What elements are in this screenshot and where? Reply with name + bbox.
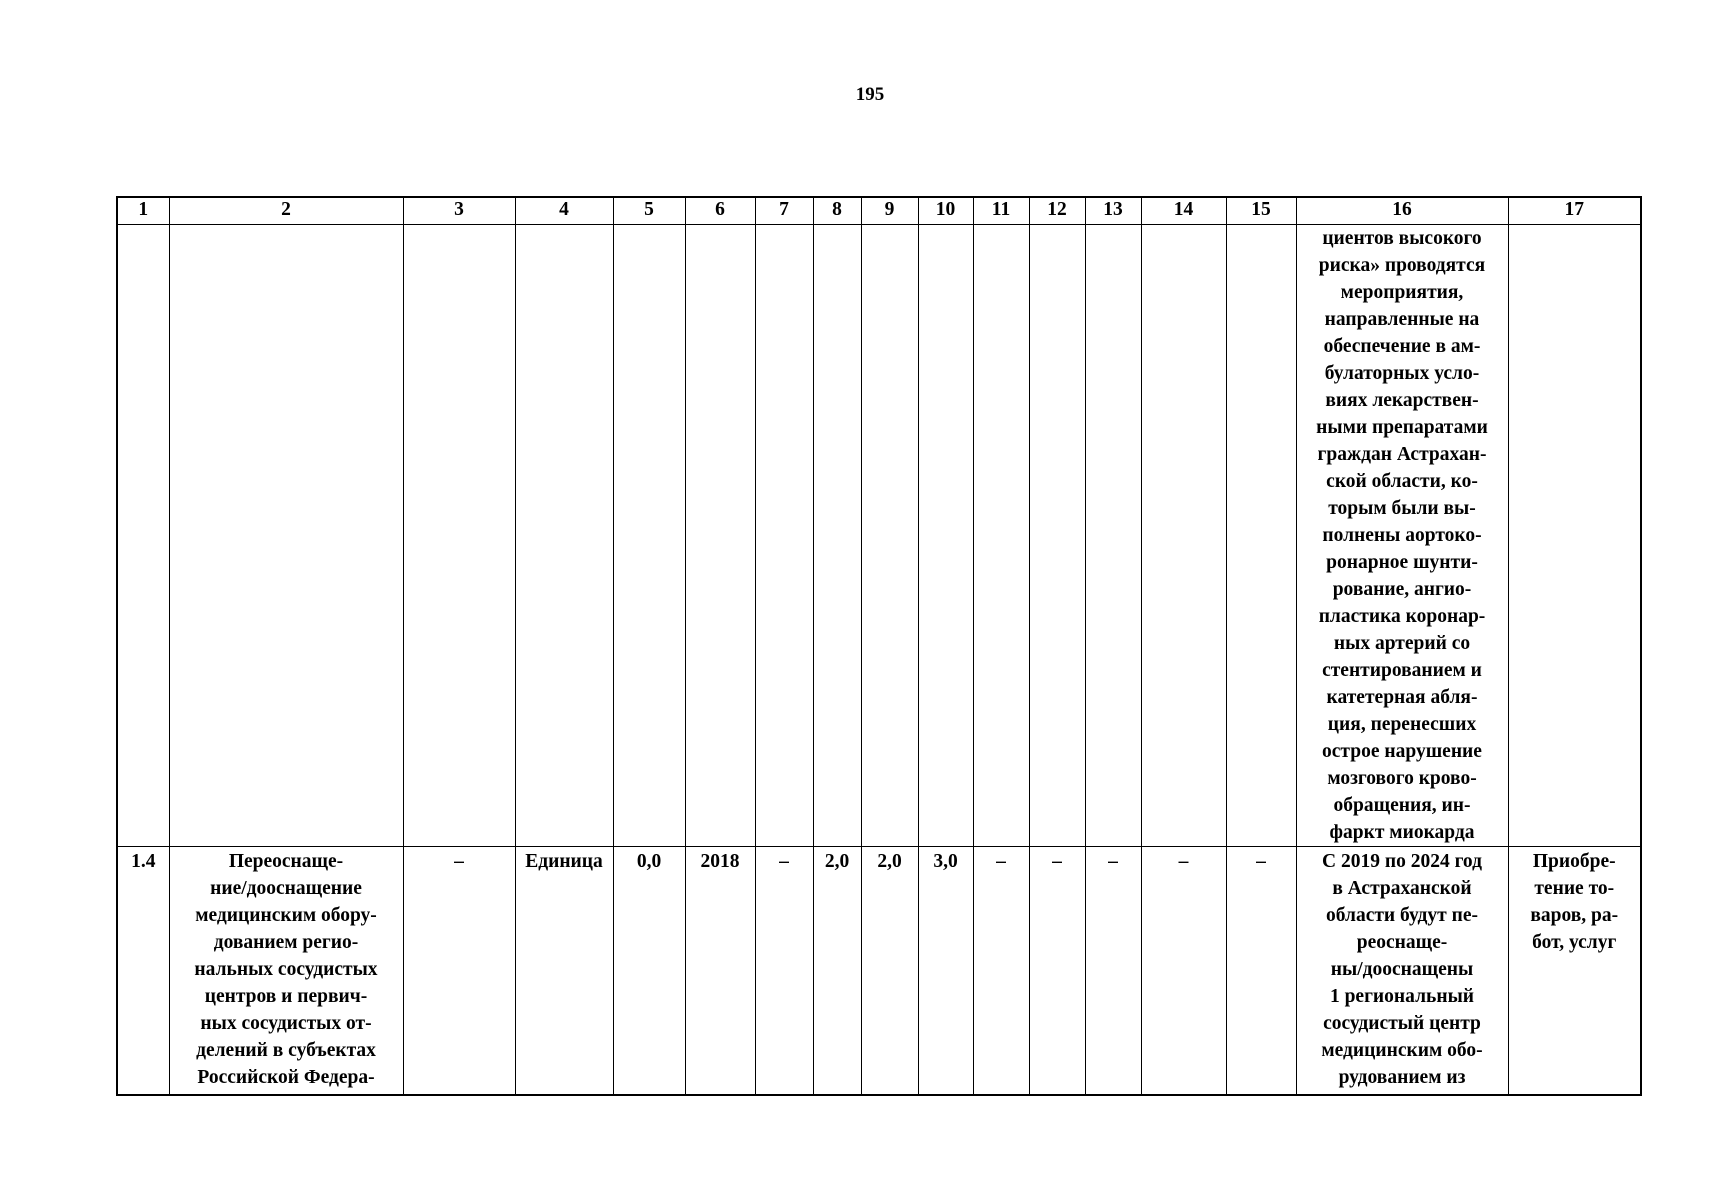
cell: – xyxy=(973,847,1029,1096)
cell xyxy=(117,225,169,847)
cell xyxy=(861,225,918,847)
cell: – xyxy=(1085,847,1141,1096)
header-col-15: 15 xyxy=(1226,197,1296,225)
cell: – xyxy=(755,847,813,1096)
cell xyxy=(1085,225,1141,847)
cell xyxy=(685,225,755,847)
header-row xyxy=(117,197,1641,225)
cell: 2,0 xyxy=(813,847,861,1096)
header-col-8: 8 xyxy=(813,197,861,225)
cell-result-description: С 2019 по 2024 год в Астраханской области будут пе- реоснаще- ны/дооснащены 1 региональный сосудистый центр медицинским обо- рудованием из xyxy=(1296,847,1508,1096)
cell: – xyxy=(1141,847,1226,1096)
cell xyxy=(403,225,515,847)
header-col-16: 16 xyxy=(1296,197,1508,225)
cell xyxy=(973,225,1029,847)
page-number: 195 xyxy=(855,84,885,105)
header-col-2: 2 xyxy=(169,197,403,225)
cell-base-year: 2018 xyxy=(685,847,755,1096)
header-col-10: 10 xyxy=(918,197,973,225)
cell-task-name: Переоснаще- ние/дооснащение медицинским обору- дованием регио- нальных сосудистых центров и первич- ных сосудистых от- делений в субъектах Российской Федера- xyxy=(169,847,403,1096)
cell-unit: Единица xyxy=(515,847,613,1096)
cell: 2,0 xyxy=(861,847,918,1096)
header-col-7: 7 xyxy=(755,197,813,225)
header-col-11: 11 xyxy=(973,197,1029,225)
cell: – xyxy=(403,847,515,1096)
header-col-13: 13 xyxy=(1085,197,1141,225)
header-col-1: 1 xyxy=(117,197,169,225)
header-col-6: 6 xyxy=(685,197,755,225)
cell xyxy=(813,225,861,847)
table-row-continuation xyxy=(117,225,1641,847)
cell xyxy=(169,225,403,847)
cell-row-number: 1.4 xyxy=(117,847,169,1096)
header-col-5: 5 xyxy=(613,197,685,225)
cell-result-description: циентов высокого риска» проводятся мероприятия, направленные на обеспечение в ам- булаторных усло- виях лекарствен- ными препаратами граждан Астрахан- ской области, ко- торым были вы- полнены аортоко- ронарное шунти- рование, ангио- пластика коронар- ных артерий со стентированием и катетерная абля- ция, перенесших острое нарушение мозгового крово- обращения, ин- фаркт миокарда xyxy=(1296,225,1508,847)
cell: – xyxy=(1029,847,1085,1096)
cell xyxy=(515,225,613,847)
cell xyxy=(755,225,813,847)
cell: – xyxy=(1226,847,1296,1096)
cell xyxy=(1226,225,1296,847)
cell xyxy=(1141,225,1226,847)
cell xyxy=(1508,225,1641,847)
header-col-3: 3 xyxy=(403,197,515,225)
header-col-12: 12 xyxy=(1029,197,1085,225)
header-col-14: 14 xyxy=(1141,197,1226,225)
table-row-1-4 xyxy=(117,847,1641,1096)
document-table xyxy=(116,196,1642,1096)
cell xyxy=(1029,225,1085,847)
cell-base-value: 0,0 xyxy=(613,847,685,1096)
cell-type: Приобре- тение то- варов, ра- бот, услуг xyxy=(1508,847,1641,1096)
cell xyxy=(613,225,685,847)
header-col-17: 17 xyxy=(1508,197,1641,225)
cell: 3,0 xyxy=(918,847,973,1096)
header-col-4: 4 xyxy=(515,197,613,225)
cell xyxy=(918,225,973,847)
header-col-9: 9 xyxy=(861,197,918,225)
